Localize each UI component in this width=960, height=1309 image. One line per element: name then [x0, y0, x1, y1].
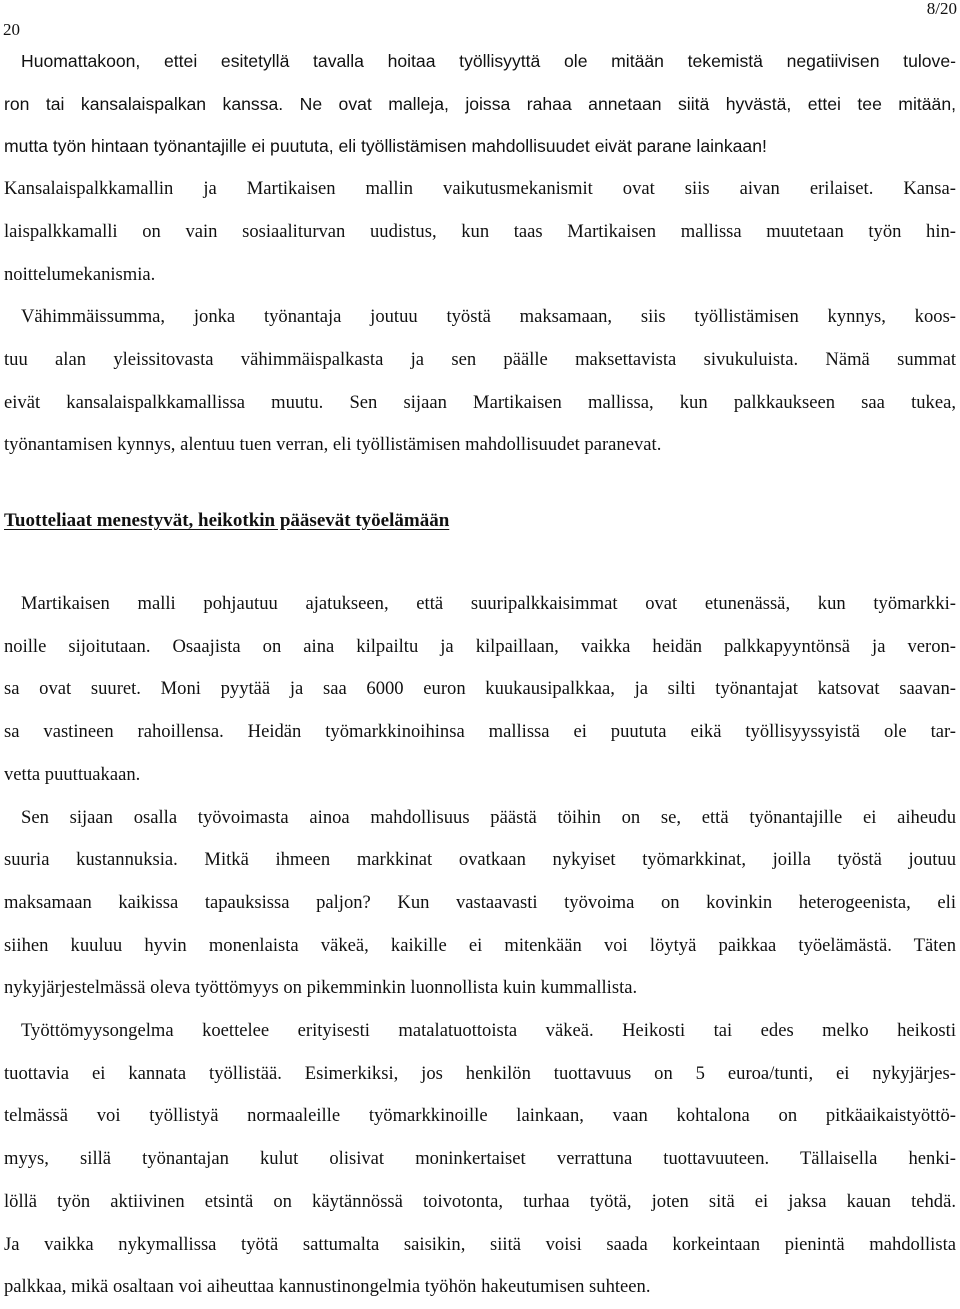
paragraph-line: sa ovat suuret. Moni pyytää ja saa 6000 euron kuukausipalkkaa, ja silti työnantajat katsovat saavan- — [4, 678, 956, 700]
section-1 — [4, 40, 956, 467]
page-number-top-left: 20 — [3, 20, 20, 39]
paragraph-line: eivät kansalaispalkkamallissa muutu. Sen sijaan Martikaisen mallissa, kun palkkaukseen saa tukea, — [4, 391, 956, 413]
paragraph-line: Sen sijaan osalla työvoimasta ainoa mahdollisuus päästä töihin on se, että työnantajille ei aiheudu — [21, 806, 956, 828]
page-number-top-right: 8/20 — [926, 0, 957, 18]
paragraph-line: löllä työn aktiivinen etsintä on käytännössä toivotonta, turhaa työtä, joten sitä ei jaksa kauan tehdä. — [4, 1190, 956, 1212]
paragraph-line: Huomattakoon, ettei esitetyllä tavalla hoitaa työllisyyttä ole mitään tekemistä negatiivisen tulove- — [21, 51, 956, 71]
paragraph-line: työnantamisen kynnys, alentuu tuen verran, eli työllistämisen mahdollisuudet paranevat. — [4, 434, 662, 456]
paragraph-line: suuria kustannuksia. Mitkä ihmeen markkinat ovatkaan nykyiset työmarkkinat, joilla työstä joutuu — [4, 849, 956, 871]
paragraph-line: tuottavia ei kannata työllistää. Esimerkiksi, jos henkilön tuottavuus on 5 euroa/tunti, ei nykyjärjes- — [4, 1062, 956, 1084]
paragraph-3 — [4, 296, 956, 467]
paragraph-line: myys, sillä työnantajan kulut olisivat moninkertaiset verrattuna tuottavuuteen. Tällaisella henki- — [4, 1148, 956, 1170]
section-2 — [4, 583, 956, 1309]
paragraph-line: Kansalaispalkkamallin ja Martikaisen mallin vaikutusmekanismit ovat siis aivan erilaiset. Kansa- — [4, 178, 956, 200]
paragraph-line: noittelumekanismia. — [4, 263, 156, 285]
paragraph-line: palkkaa, mikä osaltaan voi aiheuttaa kannustinongelmia työhön hakeutumisen suhteen. — [4, 1276, 651, 1298]
paragraph-6 — [4, 1010, 956, 1309]
paragraph-line: Martikaisen malli pohjautuu ajatukseen, että suuripalkkaisimmat ovat etunenässä, kun työmarkki- — [21, 593, 956, 614]
paragraph-4 — [4, 583, 956, 797]
paragraph-line: ron tai kansalaispalkan kanssa. Ne ovat malleja, joissa rahaa annetaan siitä hyvästä, ettei tee mitään, — [4, 93, 956, 114]
paragraph-line: Vähimmäissumma, jonka työnantaja joutuu työstä maksamaan, siis työllistämisen kynnys, koos- — [21, 306, 956, 328]
paragraph-line: telmässä voi työllistyä normaaleille työmarkkinoille lainkaan, vaan kohtalona on pitkäaikaistyöttö- — [4, 1105, 956, 1127]
paragraph-line: laispalkkamalli on vain sosiaaliturvan uudistus, kun taas Martikaisen mallissa muutetaan työn hin- — [4, 220, 956, 242]
paragraph-line: noille sijoitutaan. Osaajista on aina kilpailtu ja kilpaillaan, vaikka heidän palkkapyyntönsä ja veron- — [4, 635, 956, 657]
paragraph-line: tuu alan yleissitovasta vähimmäispalkasta ja sen päälle maksettavista sivukuluista. Nämä summat — [4, 348, 956, 370]
paragraph-line: vetta puuttuakaan. — [4, 763, 141, 785]
paragraph-line: maksamaan kaikissa tapauksissa paljon? Kun vastaavasti työvoima on kovinkin heterogeenista, eli — [4, 891, 956, 913]
paragraph-line: mutta työn hintaan työnantajille ei puututa, eli työllistämisen mahdollisuudet eivät parane lainkaan! — [4, 136, 767, 157]
paragraph-line: siihen kuuluu hyvin monenlaista väkeä, kaikille ei mitenkään voi löytyä paikkaa työelämästä. Täten — [4, 934, 956, 956]
paragraph-1 — [4, 40, 956, 168]
paragraph-5 — [4, 797, 956, 1011]
paragraph-line: Ja vaikka nykymallissa työtä sattumalta saisikin, siitä voisi saada korkeintaan pienintä mahdollista — [4, 1233, 956, 1255]
paragraph-line: nykyjärjestelmässä oleva työttömyys on pikemminkin luonnollista kuin kummallista. — [4, 977, 638, 999]
paragraph-line: sa vastineen rahoillensa. Heidän työmarkkinoihinsa mallissa ei puututa eikä työllisyyssyistä ole tar- — [4, 721, 956, 743]
paragraph-2 — [4, 168, 956, 296]
paragraph-line: Työttömyysongelma koettelee erityisesti matalatuottoista väkeä. Heikosti tai edes melko heikosti — [21, 1020, 956, 1042]
section-heading: Tuotteliaat menestyvät, heikotkin pääsevät työelämään — [4, 510, 450, 531]
